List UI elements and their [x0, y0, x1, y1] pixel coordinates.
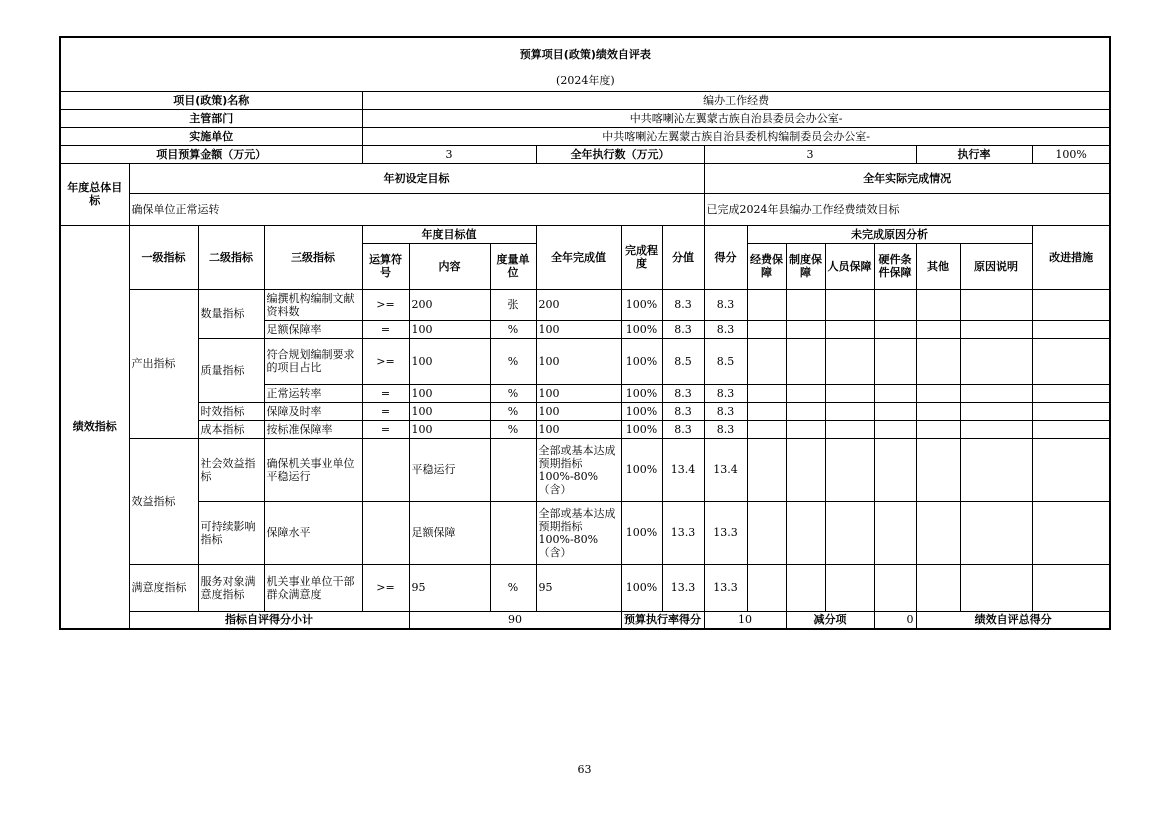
- indicator-name: 符合规划编制要求的项目占比: [264, 338, 362, 384]
- operator-cell: >=: [362, 564, 409, 611]
- group-timeliness: 时效指标: [198, 402, 264, 420]
- content-cell: 100: [409, 402, 490, 420]
- actual-cell: 全部或基本达成预期指标100%-80%（含）: [536, 438, 621, 501]
- content-cell: 平稳运行: [409, 438, 490, 501]
- budget-label: 项目预算金额（万元）: [60, 145, 362, 163]
- table-row: [60, 501, 1110, 564]
- indicator-name: 按标准保障率: [264, 420, 362, 438]
- subtotal-value: 90: [409, 611, 621, 629]
- unit-cell: %: [490, 420, 536, 438]
- content-cell: 100: [409, 420, 490, 438]
- page-title: 预算项目(政策)绩效自评表: [60, 37, 1110, 71]
- indicator-name: 正常运转率: [264, 384, 362, 402]
- indicator-name: 保障及时率: [264, 402, 362, 420]
- subtotal-label: 指标自评得分小计: [129, 611, 409, 629]
- unit-cell: 张: [490, 289, 536, 320]
- completion-cell: 100%: [621, 402, 662, 420]
- operator-cell: >=: [362, 338, 409, 384]
- group-output: 产出指标: [129, 289, 198, 438]
- actual-cell: 100: [536, 402, 621, 420]
- level1-header: 一级指标: [129, 225, 198, 289]
- completion-cell: 100%: [621, 384, 662, 402]
- unit-label: 实施单位: [60, 127, 362, 145]
- score-cell: 8.3: [704, 420, 747, 438]
- actual-cell: 200: [536, 289, 621, 320]
- annual-target-header: 年度目标值: [362, 225, 536, 243]
- executed-label: 全年执行数（万元）: [536, 145, 704, 163]
- unit-header: 度量单位: [490, 243, 536, 289]
- table-row: [60, 289, 1110, 320]
- group-sustainable: 可持续影响指标: [198, 501, 264, 564]
- value-cell: 8.3: [662, 384, 704, 402]
- improvement-header: 改进措施: [1032, 225, 1110, 289]
- actual-cell: 100: [536, 338, 621, 384]
- table-row: [60, 438, 1110, 501]
- score-header: 得分: [704, 225, 747, 289]
- budget-score-label: 预算执行率得分: [621, 611, 704, 629]
- unit-cell: %: [490, 402, 536, 420]
- funding-header: 经费保障: [747, 243, 786, 289]
- full-year-value-header: 全年完成值: [536, 225, 621, 289]
- table-row: [60, 338, 1110, 384]
- score-cell: 8.3: [704, 289, 747, 320]
- completion-cell: 100%: [621, 564, 662, 611]
- budget-value: 3: [362, 145, 536, 163]
- value-cell: 8.5: [662, 338, 704, 384]
- group-benefit: 效益指标: [129, 438, 198, 564]
- dept-label: 主管部门: [60, 109, 362, 127]
- executed-value: 3: [704, 145, 916, 163]
- unit-cell: %: [490, 564, 536, 611]
- unit-value: 中共喀喇沁左翼蒙古族自治县委机构编制委员会办公室-: [362, 127, 1110, 145]
- operator-cell: =: [362, 420, 409, 438]
- value-cell: 13.4: [662, 438, 704, 501]
- annual-goal-label: 年度总体目标: [60, 163, 129, 225]
- operator-cell: =: [362, 384, 409, 402]
- project-name-label: 项目(政策)名称: [60, 91, 362, 109]
- initial-goal-header: 年初设定目标: [129, 163, 704, 193]
- rate-value: 100%: [1032, 145, 1110, 163]
- score-cell: 13.4: [704, 438, 747, 501]
- level2-header: 二级指标: [198, 225, 264, 289]
- hardware-header: 硬件条件保障: [874, 243, 916, 289]
- group-service-satisfaction: 服务对象满意度指标: [198, 564, 264, 611]
- content-cell: 足额保障: [409, 501, 490, 564]
- value-cell: 8.3: [662, 289, 704, 320]
- operator-cell: =: [362, 402, 409, 420]
- deduction-label: 减分项: [786, 611, 874, 629]
- initial-goal-text: 确保单位正常运转: [129, 193, 704, 225]
- performance-indicators-label: 绩效指标: [60, 225, 129, 629]
- level3-header: 三级指标: [264, 225, 362, 289]
- completion-cell: 100%: [621, 338, 662, 384]
- personnel-header: 人员保障: [825, 243, 874, 289]
- indicator-name: 机关事业单位干部群众满意度: [264, 564, 362, 611]
- score-cell: 8.3: [704, 402, 747, 420]
- system-header: 制度保障: [786, 243, 825, 289]
- value-cell: 8.3: [662, 420, 704, 438]
- completion-cell: 100%: [621, 320, 662, 338]
- indicator-name: 编撰机构编制文献资料数: [264, 289, 362, 320]
- actual-completion-text: 已完成2024年县编办工作经费绩效目标: [704, 193, 1110, 225]
- group-satisfaction: 满意度指标: [129, 564, 198, 611]
- total-label: 绩效自评总得分: [916, 611, 1110, 629]
- budget-score-value: 10: [704, 611, 786, 629]
- operator-cell: >=: [362, 289, 409, 320]
- value-cell: 8.3: [662, 402, 704, 420]
- content-cell: 100: [409, 320, 490, 338]
- actual-cell: 100: [536, 320, 621, 338]
- unit-cell: [490, 501, 536, 564]
- completion-cell: 100%: [621, 438, 662, 501]
- content-cell: 100: [409, 384, 490, 402]
- score-value-header: 分值: [662, 225, 704, 289]
- actual-cell: 100: [536, 420, 621, 438]
- performance-self-evaluation-table: [59, 36, 1111, 630]
- reasons-header: 未完成原因分析: [747, 225, 1032, 243]
- group-quantity: 数量指标: [198, 289, 264, 338]
- completion-cell: 100%: [621, 289, 662, 320]
- score-cell: 8.5: [704, 338, 747, 384]
- actual-cell: 95: [536, 564, 621, 611]
- unit-cell: %: [490, 338, 536, 384]
- actual-completion-header: 全年实际完成情况: [704, 163, 1110, 193]
- score-cell: 13.3: [704, 564, 747, 611]
- unit-cell: [490, 438, 536, 501]
- dept-value: 中共喀喇沁左翼蒙古族自治县委员会办公室-: [362, 109, 1110, 127]
- page-subtitle: (2024年度): [60, 71, 1110, 91]
- operator-cell: [362, 501, 409, 564]
- group-quality: 质量指标: [198, 338, 264, 402]
- reason-desc-header: 原因说明: [960, 243, 1032, 289]
- table-row: [60, 402, 1110, 420]
- deduction-value: 0: [874, 611, 916, 629]
- completion-cell: 100%: [621, 501, 662, 564]
- group-social: 社会效益指标: [198, 438, 264, 501]
- indicator-name: 足额保障率: [264, 320, 362, 338]
- unit-cell: %: [490, 384, 536, 402]
- table-row: [60, 420, 1110, 438]
- value-cell: 13.3: [662, 501, 704, 564]
- operator-cell: =: [362, 320, 409, 338]
- content-cell: 100: [409, 338, 490, 384]
- completion-cell: 100%: [621, 420, 662, 438]
- indicator-name: 确保机关事业单位平稳运行: [264, 438, 362, 501]
- unit-cell: %: [490, 320, 536, 338]
- page-number: 63: [577, 763, 592, 776]
- score-cell: 8.3: [704, 384, 747, 402]
- content-header: 内容: [409, 243, 490, 289]
- project-name-value: 编办工作经费: [362, 91, 1110, 109]
- group-cost: 成本指标: [198, 420, 264, 438]
- table-row: [60, 564, 1110, 611]
- content-cell: 95: [409, 564, 490, 611]
- value-cell: 8.3: [662, 320, 704, 338]
- indicator-name: 保障水平: [264, 501, 362, 564]
- value-cell: 13.3: [662, 564, 704, 611]
- rate-label: 执行率: [916, 145, 1032, 163]
- score-cell: 13.3: [704, 501, 747, 564]
- score-cell: 8.3: [704, 320, 747, 338]
- actual-cell: 100: [536, 384, 621, 402]
- operator-cell: [362, 438, 409, 501]
- operator-header: 运算符号: [362, 243, 409, 289]
- other-header: 其他: [916, 243, 960, 289]
- content-cell: 200: [409, 289, 490, 320]
- actual-cell: 全部或基本达成预期指标100%-80%（含）: [536, 501, 621, 564]
- completion-header: 完成程度: [621, 225, 662, 289]
